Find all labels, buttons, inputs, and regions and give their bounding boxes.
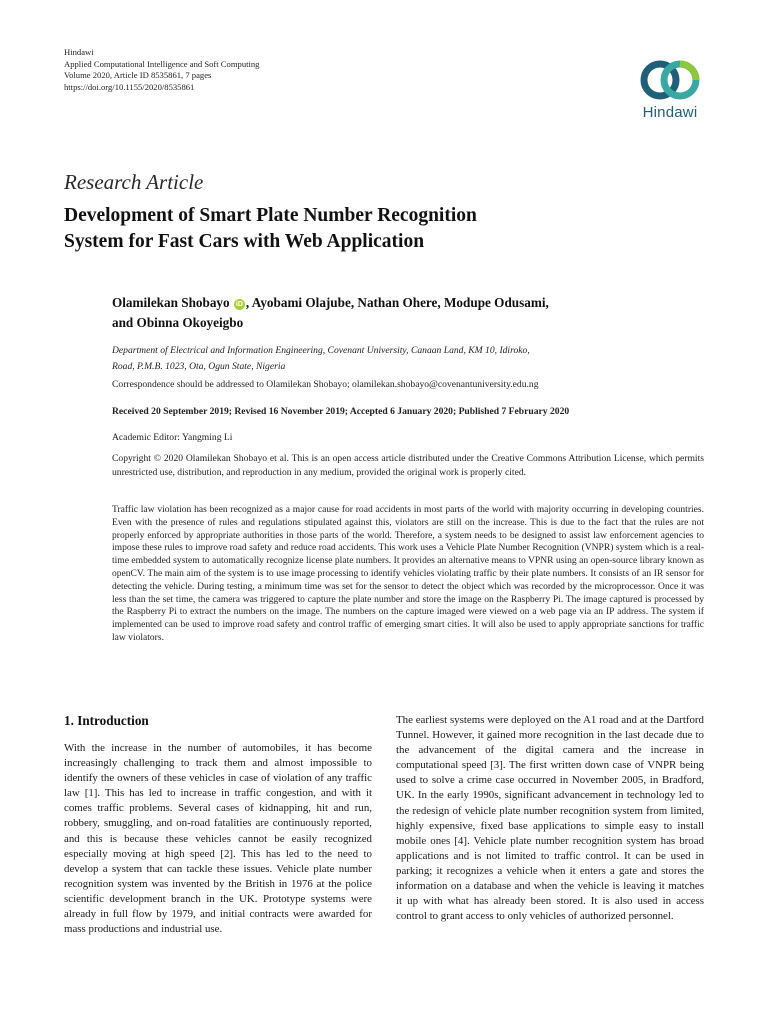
body-column-right	[396, 713, 704, 924]
authors-rest: , Ayobami Olajube, Nathan Ohere, Modupe Odusami,	[245, 295, 549, 310]
body-column-left	[64, 741, 372, 937]
author-list	[112, 293, 672, 333]
title-line-2: System for Fast Cars with Web Application	[64, 231, 425, 252]
journal-header	[64, 47, 259, 93]
intro-paragraph-right: The earliest systems were deployed on the A1 road and at the Dartford Tunnel. However, it gained more recognition in the last decade due to the advancement of the digital camera and the increase in computational speed [3]. The first written down case of VNPR being used to solve a crime case occurred in November 2005, in Bradford, UK. In the early 1990s, significant advancement in technology led to the redesign of vehicle plate number recognition system from limited, highly expensive, fixed base applications to simple easy to install mobile ones [4]. Vehicle plate number recognition system has broad applications and is not limited to traffic control. It can be used in parking; it recognizes a vehicle when it enters a gate and stores the information on a database and when the vehicle is leaving it matches it up with what has already been stored. It is also used in access control to grant access to only vehicles of authorized personnel.	[396, 714, 704, 923]
volume-info: Volume 2020, Article ID 8535861, 7 pages	[64, 70, 212, 81]
abstract: Traffic law violation has been recognized as a major cause for road accidents in most parts of the world with majority occurring in developing countries. Even with the presence of rules and regulations stipulated against this, violators are still on the increase. This is due to the fact that the rules are not properly enforced by appropriate authorities in those parts of the world. Therefore, a system needs to be designed to assist law enforcement agencies to impose these rules to improve road safety and reduce road accidents. This work uses a Vehicle Plate Number Recognition (VNPR) system which is a real-time embedded system to automatically recognize license plate numbers. It provides an alternative means to VPNR using an open-source library known as openCV. The main aim of the system is to use image processing to identify vehicles violating traffic by their plate numbers. It consists of an IR sensor for detecting the vehicle. During testing, a minimum time was set for the sensor to detect the object which was recorded by the microprocessor. Once it was less than the set time, the camera was triggered to capture the plate number and store the image on the Raspberry Pi. The image captured is processed by the Raspberry Pi to extract the numbers on the image. The numbers on the capture imaged were viewed on a web page via an IP address. The system if implemented can be used to improve road safety and control traffic of emerging smart cities. It will also be used to apply appropriate sanctions for traffic law violators.	[112, 504, 704, 643]
hindawi-logo	[630, 58, 710, 130]
correspondence: Correspondence should be addressed to Olamilekan Shobayo; olamilekan.shobayo@covenantuniversity.edu.ng	[112, 379, 539, 390]
copyright-notice: Copyright © 2020 Olamilekan Shobayo et al. This is an open access article distributed under the Creative Commons Attribution License, which permits unrestricted use, distribution, and reproduction in any medium, provided the original work is properly cited.	[112, 453, 704, 478]
intro-paragraph-left: With the increase in the number of automobiles, it has become increasingly challenging to track them and almost impossible to identify the owners of these vehicles in case of violation of any traffic law [1]. This has led to increase in traffic congestion, and with it comes traffic problems. Several cases of kidnapping, hit and run, robbery, smuggling, and on-road fatalities are continuously reported, and this is because these vehicles cannot be easily recognized especially moving at high speed [2]. This has led to the need to develop a system that can tackle these issues. Vehicle plate number recognition system was invented by the British in 1976 at the police scientific development branch in the UK. Prototype systems were already in full flow by 1979, and initial contracts were awarded for mass productions and industrial use.	[64, 742, 372, 936]
affiliation	[112, 343, 672, 374]
hindawi-rings-icon	[638, 58, 702, 102]
title-line-1: Development of Smart Plate Number Recognition	[64, 205, 477, 226]
publication-dates: Received 20 September 2019; Revised 16 November 2019; Accepted 6 January 2020; Published 7 February 2020	[112, 406, 570, 417]
academic-editor: Academic Editor: Yangming Li	[112, 432, 233, 443]
publisher-name: Hindawi	[64, 47, 94, 57]
journal-name: Applied Computational Intelligence and Soft Computing	[64, 58, 260, 69]
author-first[interactable]: Olamilekan Shobayo	[112, 295, 230, 310]
authors-line-2: and Obinna Okoyeigbo	[112, 315, 244, 330]
doi-link[interactable]: https://doi.org/10.1155/2020/8535861	[64, 81, 195, 92]
affiliation-line-1: Department of Electrical and Information Engineering, Covenant University, Canaan Land, KM 10, Idiroko,	[112, 345, 530, 356]
orcid-icon[interactable]: iD	[235, 301, 243, 308]
article-title	[64, 203, 624, 255]
affiliation-line-2: Road, P.M.B. 1023, Ota, Ogun State, Nigeria	[112, 360, 286, 372]
article-type: Research Article	[64, 170, 204, 194]
logo-text: Hindawi	[642, 104, 698, 121]
section-title-introduction: 1. Introduction	[64, 713, 149, 728]
